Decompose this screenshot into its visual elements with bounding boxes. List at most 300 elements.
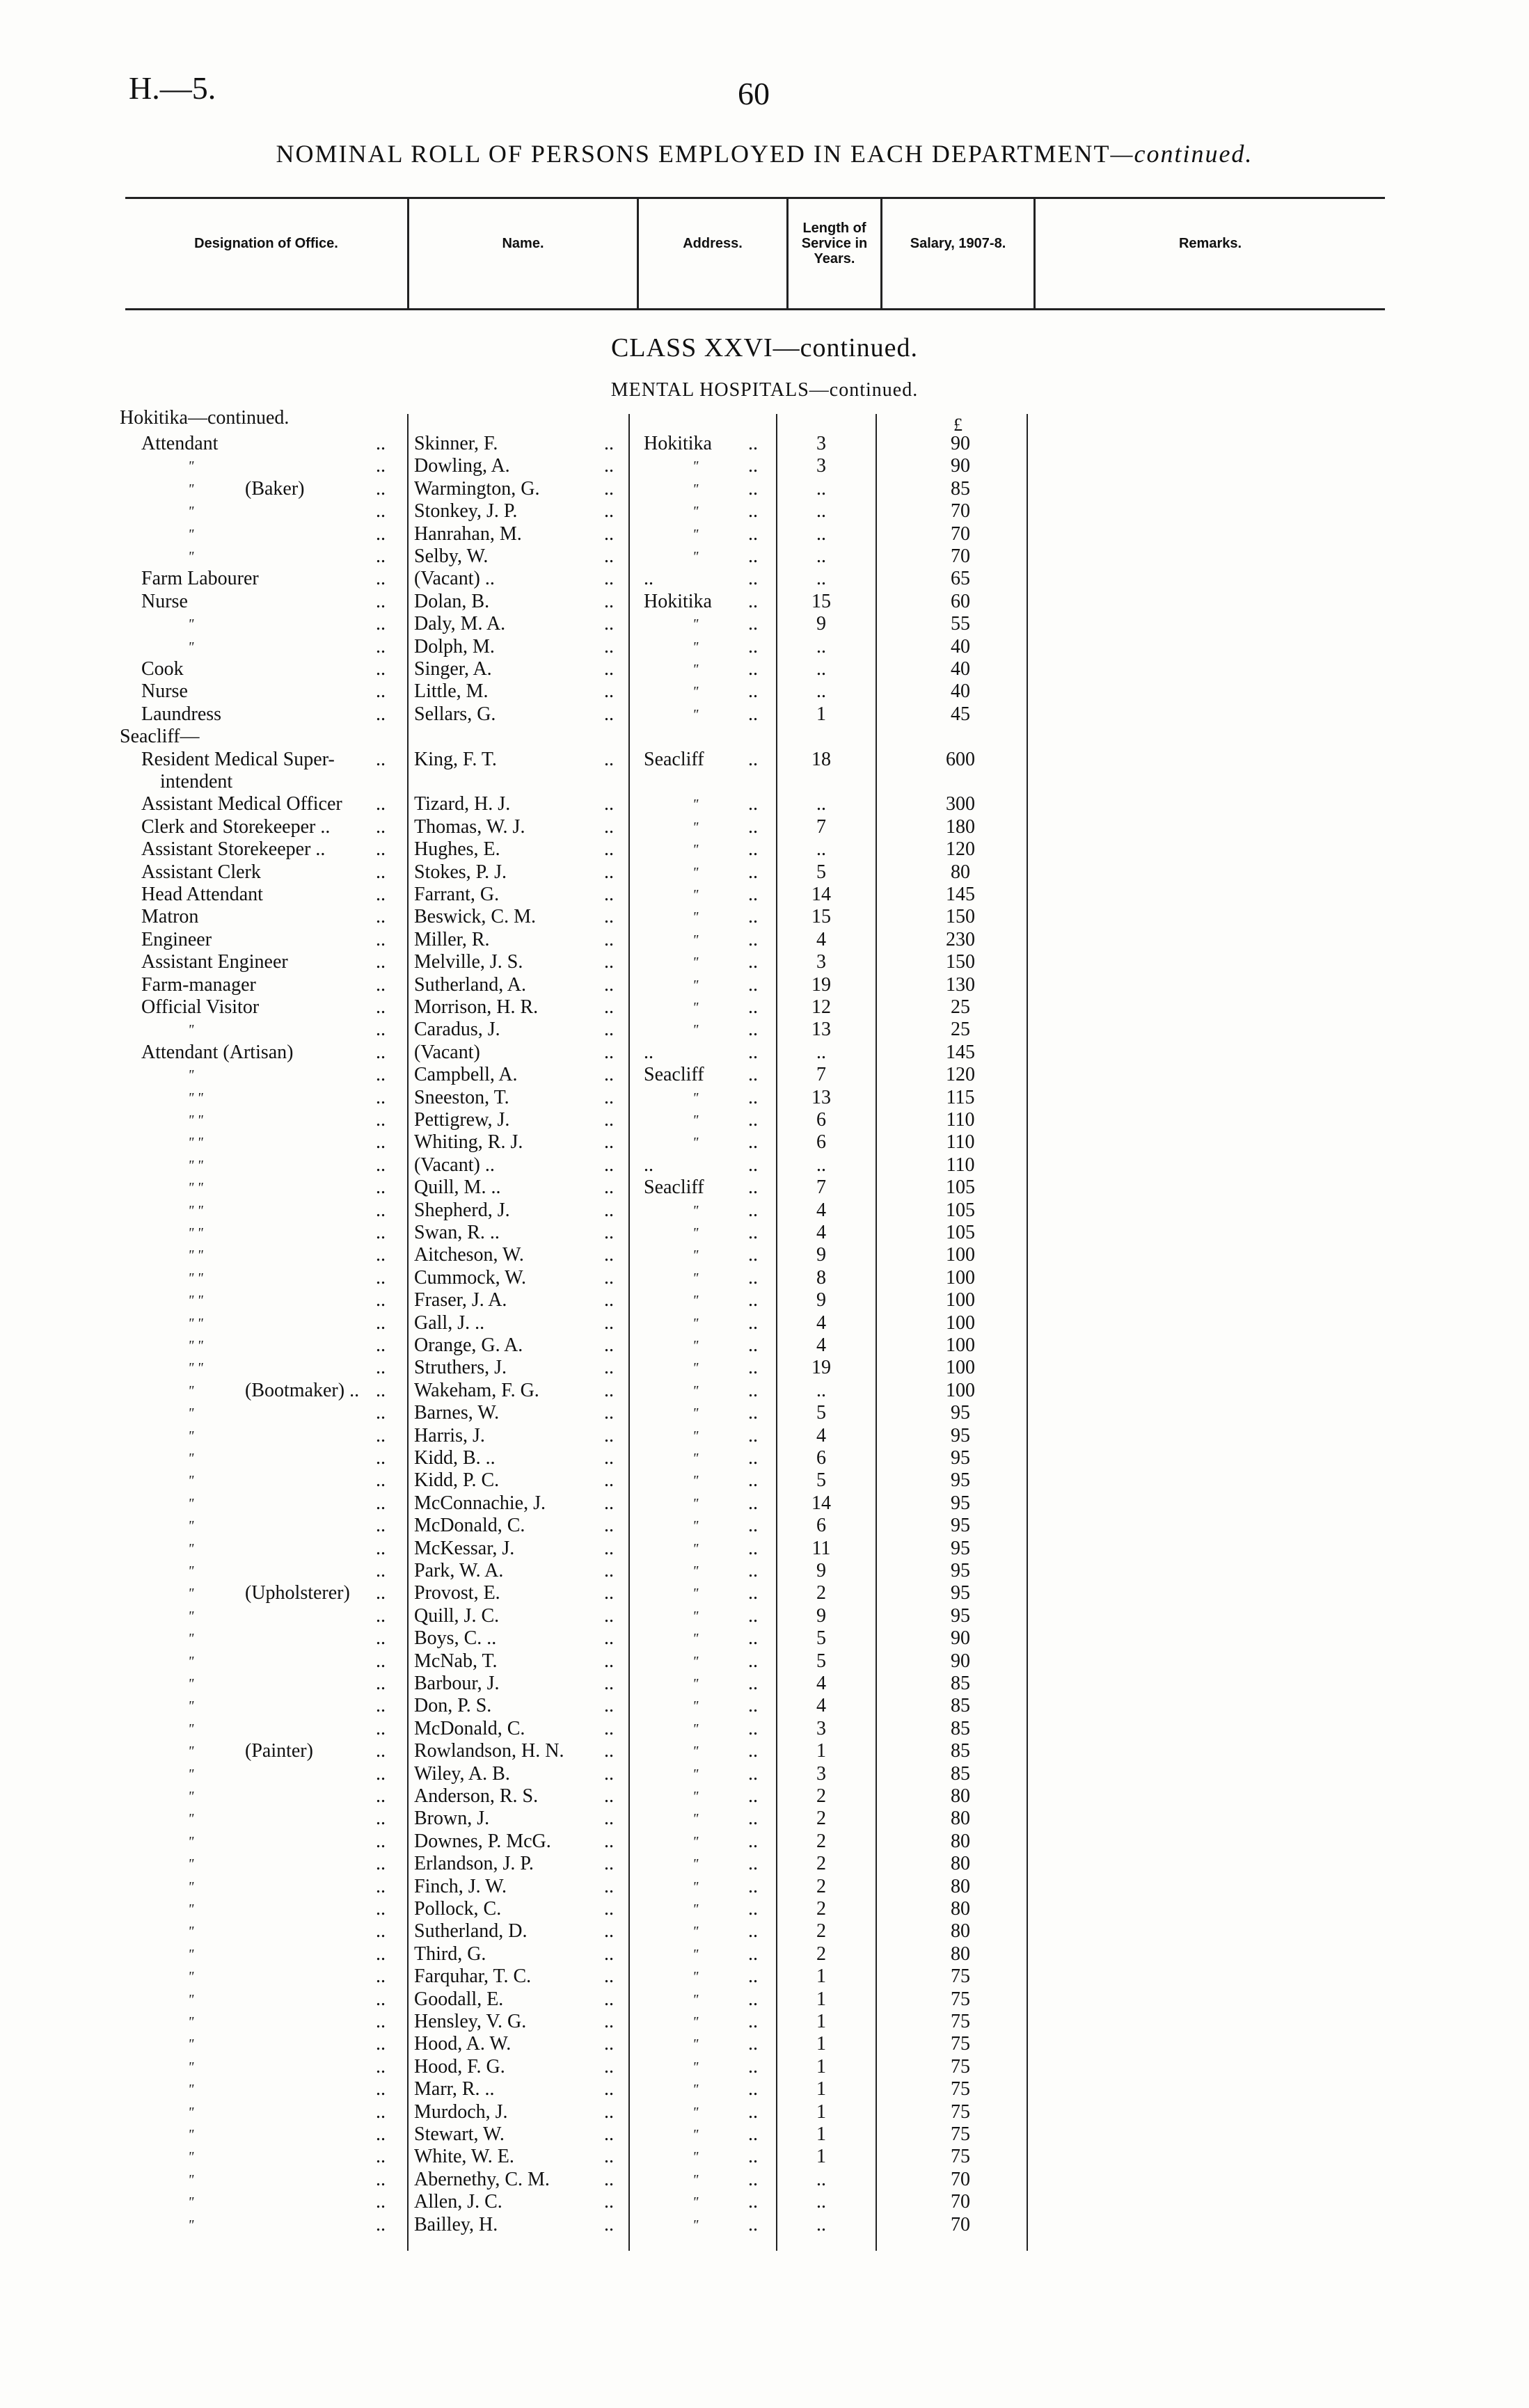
leader-dots: .. — [748, 2213, 758, 2235]
ditto-mark: " — [188, 1946, 194, 1962]
service-cell: 1 — [816, 2146, 826, 2168]
designation-cell: Assistant Medical Officer — [141, 793, 342, 815]
service-cell: 1 — [816, 1966, 826, 1988]
ditto-mark: " — [188, 1608, 194, 1624]
salary-cell: 120 — [946, 1064, 975, 1086]
leader-dots: .. — [604, 1673, 614, 1694]
leader-dots: .. — [376, 748, 386, 770]
name-cell: Brown, J. — [414, 1808, 490, 1830]
address-cell: " — [692, 1586, 699, 1602]
name-cell: Farrant, G. — [414, 884, 500, 905]
ditto-mark: " — [188, 2194, 194, 2210]
name-cell: Wakeham, F. G. — [414, 1379, 539, 1401]
leader-dots: .. — [376, 1695, 386, 1717]
leader-dots: .. — [748, 996, 758, 1018]
salary-cell: 110 — [946, 1109, 975, 1131]
leader-dots: .. — [604, 1199, 614, 1221]
ditto-mark: " " — [188, 1270, 203, 1286]
leader-dots: .. — [748, 613, 758, 635]
leader-dots: .. — [376, 2033, 386, 2055]
address-cell: " — [692, 2104, 699, 2120]
salary-cell: 100 — [946, 1266, 975, 1289]
salary-cell: 90 — [951, 455, 970, 477]
ditto-mark: " — [188, 1856, 194, 1872]
name-cell: Allen, J. C. — [414, 2191, 502, 2213]
salary-cell: 75 — [951, 2078, 970, 2100]
salary-cell: 75 — [951, 1988, 970, 2010]
table-row — [0, 545, 1529, 568]
table-row — [0, 2146, 1529, 2168]
leader-dots: .. — [604, 2191, 614, 2213]
leader-dots: .. — [748, 2011, 758, 2032]
salary-cell: 70 — [951, 2191, 970, 2213]
leader-dots: .. — [604, 1334, 614, 1356]
service-cell: 14 — [811, 1492, 831, 1514]
address-cell: " — [692, 1676, 699, 1691]
leader-dots: .. — [376, 793, 386, 815]
leader-dots: .. — [604, 500, 614, 523]
table-row — [0, 1357, 1529, 1379]
leader-dots: .. — [604, 1424, 614, 1446]
address-cell: " — [692, 864, 699, 880]
salary-cell: 105 — [946, 1177, 975, 1199]
leader-dots: .. — [748, 2146, 758, 2168]
name-cell: Quill, J. C. — [414, 1604, 500, 1627]
address-cell: " — [692, 887, 699, 902]
table-row — [0, 1222, 1529, 1244]
leader-dots: .. — [376, 1966, 386, 1988]
leader-dots: .. — [748, 1289, 758, 1311]
service-cell: 18 — [811, 748, 831, 770]
leader-dots: .. — [748, 861, 758, 883]
salary-cell: 80 — [951, 1920, 970, 1943]
service-cell: 4 — [816, 1222, 826, 1243]
address-cell: " — [692, 1135, 699, 1151]
ditto-mark: " — [188, 1540, 194, 1556]
name-cell: Orange, G. A. — [414, 1334, 523, 1356]
address-cell: " — [692, 1833, 699, 1849]
leader-dots: .. — [604, 1492, 614, 1514]
leader-dots: .. — [376, 1604, 386, 1627]
leader-dots: .. — [376, 973, 386, 996]
currency-symbol: £ — [953, 415, 962, 435]
name-cell: Caradus, J. — [414, 1019, 500, 1041]
table-row — [0, 1718, 1529, 1740]
name-cell: Don, P. S. — [414, 1695, 492, 1717]
leader-dots: .. — [376, 433, 386, 454]
table-row — [0, 568, 1529, 590]
service-cell: 15 — [811, 590, 831, 612]
leader-dots: .. — [604, 2168, 614, 2190]
leader-dots: .. — [748, 1920, 758, 1943]
ditto-mark: " — [188, 1405, 194, 1421]
leader-dots: .. — [748, 523, 758, 545]
designation-cell: Farm Labourer — [141, 568, 259, 590]
table-row — [0, 1492, 1529, 1515]
leader-dots: .. — [748, 748, 758, 770]
table-row — [0, 2191, 1529, 2213]
leader-dots: .. — [604, 1402, 614, 1424]
leader-dots: .. — [376, 1131, 386, 1154]
table-row — [0, 1087, 1529, 1109]
leader-dots: .. — [604, 1785, 614, 1807]
leader-dots: .. — [376, 1334, 386, 1356]
name-cell: Hanrahan, M. — [414, 523, 522, 545]
leader-dots: .. — [604, 1650, 614, 1672]
leader-dots: .. — [748, 1379, 758, 1401]
designation-cell: Farm-manager — [141, 973, 256, 996]
salary-cell: 100 — [946, 1244, 975, 1266]
service-cell: 1 — [816, 1740, 826, 1762]
service-cell: 1 — [816, 2100, 826, 2123]
leader-dots: .. — [604, 1943, 614, 1965]
ditto-mark: " — [188, 1495, 194, 1511]
address-cell: " — [692, 909, 699, 925]
leader-dots: .. — [604, 1447, 614, 1469]
leader-dots: .. — [604, 1920, 614, 1943]
page-number: 60 — [738, 76, 770, 111]
title-suffix: —continued. — [1110, 140, 1253, 168]
leader-dots: .. — [748, 545, 758, 567]
leader-dots: .. — [604, 703, 614, 725]
leader-dots: .. — [604, 1515, 614, 1537]
leader-dots: .. — [604, 590, 614, 612]
salary-cell: 70 — [951, 545, 970, 567]
salary-cell: 95 — [951, 1402, 970, 1424]
leader-dots: .. — [376, 2191, 386, 2213]
table-row — [0, 1244, 1529, 1266]
name-cell: Shepherd, J. — [414, 1199, 510, 1221]
salary-cell: 100 — [946, 1379, 975, 1401]
table-row — [0, 1831, 1529, 1853]
service-cell: 1 — [816, 2123, 826, 2145]
section-heading — [0, 726, 1529, 748]
table-row — [0, 1425, 1529, 1447]
salary-cell: 145 — [946, 1041, 975, 1063]
address-cell: " — [692, 932, 699, 948]
name-cell: Provost, E. — [414, 1582, 500, 1604]
name-cell: Little, M. — [414, 680, 489, 703]
service-cell: 5 — [816, 1650, 826, 1672]
leader-dots: .. — [376, 1853, 386, 1875]
name-cell: Goodall, E. — [414, 1988, 504, 2010]
leader-dots: .. — [376, 928, 386, 950]
service-cell: 4 — [816, 1311, 826, 1334]
ditto-mark: " " — [188, 1202, 203, 1218]
salary-cell: 60 — [951, 590, 970, 612]
leader-dots: .. — [748, 1131, 758, 1154]
leader-dots: .. — [748, 1086, 758, 1108]
address-cell: " — [692, 1000, 699, 1015]
leader-dots: .. — [376, 1199, 386, 1221]
leader-dots: .. — [376, 838, 386, 861]
address-cell: " — [692, 842, 699, 858]
service-cell: 5 — [816, 1627, 826, 1650]
leader-dots: .. — [376, 1064, 386, 1086]
leader-dots: .. — [376, 1898, 386, 1920]
table-row — [0, 433, 1529, 455]
service-cell: .. — [816, 545, 826, 567]
address-cell: " — [692, 504, 699, 520]
table-row — [0, 884, 1529, 906]
leader-dots: .. — [748, 1492, 758, 1514]
leader-dots: .. — [376, 2213, 386, 2235]
salary-cell: 85 — [951, 1673, 970, 1694]
column-header-service: Length of Service in Years. — [801, 221, 868, 266]
address-cell: " — [692, 1969, 699, 1985]
table-row — [0, 2011, 1529, 2033]
address-cell: " — [692, 1631, 699, 1647]
table-row — [0, 1966, 1529, 1988]
name-cell: (Vacant) — [414, 1041, 480, 1063]
document-reference: H.—5. — [129, 70, 216, 106]
service-cell: 4 — [816, 1334, 826, 1356]
table-row — [0, 929, 1529, 951]
leader-dots: .. — [748, 455, 758, 477]
leader-dots: .. — [748, 1627, 758, 1650]
table-row — [0, 2078, 1529, 2100]
salary-cell: 110 — [946, 1154, 975, 1176]
salary-cell: 90 — [951, 433, 970, 454]
leader-dots: .. — [376, 2078, 386, 2100]
ditto-mark: " — [188, 2149, 194, 2165]
table-row — [0, 500, 1529, 523]
column-header-salary: Salary, 1907-8. — [910, 236, 1006, 251]
service-cell: 1 — [816, 703, 826, 725]
address-cell: " — [692, 797, 699, 813]
table-row — [0, 906, 1529, 928]
name-cell: Bailley, H. — [414, 2213, 498, 2235]
service-cell: 4 — [816, 1199, 826, 1221]
ditto-mark: " — [188, 1833, 194, 1849]
leader-dots: .. — [376, 523, 386, 545]
leader-dots: .. — [376, 1086, 386, 1108]
leader-dots: .. — [376, 1627, 386, 1650]
ditto-mark: " — [188, 2082, 194, 2098]
leader-dots: .. — [748, 793, 758, 815]
table-row — [0, 1763, 1529, 1785]
leader-dots: .. — [748, 1402, 758, 1424]
salary-cell: 150 — [946, 906, 975, 928]
address-cell: " — [692, 684, 699, 700]
table-row — [0, 1019, 1529, 1041]
leader-dots: .. — [376, 1041, 386, 1063]
name-cell: Hughes, E. — [414, 838, 500, 861]
name-cell: Campbell, A. — [414, 1064, 518, 1086]
address-cell: " — [692, 1991, 699, 2007]
table-row — [0, 1650, 1529, 1673]
leader-dots: .. — [748, 703, 758, 725]
name-cell: Wiley, A. B. — [414, 1762, 510, 1785]
designation-detail: (Painter) — [245, 1740, 313, 1762]
salary-cell: 90 — [951, 1627, 970, 1650]
address-cell: " — [692, 481, 699, 497]
leader-dots: .. — [748, 433, 758, 454]
address-cell: " — [692, 1766, 699, 1782]
leader-dots: .. — [604, 1560, 614, 1581]
address-cell: " — [692, 2217, 699, 2233]
leader-dots: .. — [748, 1717, 758, 1739]
ditto-mark: " " — [188, 1225, 203, 1241]
name-cell: Hood, F. G. — [414, 2055, 505, 2078]
leader-dots: .. — [604, 1154, 614, 1176]
address-cell: Hokitika — [644, 433, 712, 454]
leader-dots: .. — [748, 590, 758, 612]
name-cell: Selby, W. — [414, 545, 489, 567]
ditto-mark: " — [188, 1698, 194, 1714]
leader-dots: .. — [748, 1808, 758, 1830]
table-row — [0, 1538, 1529, 1560]
salary-cell: 80 — [951, 1898, 970, 1920]
address-cell: " — [692, 1698, 699, 1714]
table-row — [0, 1627, 1529, 1650]
designation-cell: Assistant Engineer — [141, 951, 288, 973]
column-header-designation: Designation of Office. — [194, 236, 338, 251]
name-cell: Kidd, B. .. — [414, 1447, 496, 1469]
salary-cell: 115 — [946, 1086, 975, 1108]
leader-dots: .. — [748, 973, 758, 996]
service-cell: 2 — [816, 1853, 826, 1875]
service-cell: 3 — [816, 951, 826, 973]
service-cell: 2 — [816, 1830, 826, 1852]
ditto-mark: " " — [188, 1247, 203, 1263]
salary-cell: 145 — [946, 884, 975, 905]
salary-cell: 70 — [951, 523, 970, 545]
section-title: Seacliff— — [120, 726, 200, 748]
salary-cell: 85 — [951, 1695, 970, 1717]
address-cell: " — [692, 1744, 699, 1760]
name-cell: Quill, M. .. — [414, 1177, 501, 1199]
salary-cell: 55 — [951, 613, 970, 635]
name-cell: Sellars, G. — [414, 703, 496, 725]
name-cell: Cummock, W. — [414, 1266, 527, 1289]
leader-dots: .. — [604, 477, 614, 500]
service-cell: 4 — [816, 928, 826, 950]
leader-dots: .. — [748, 1898, 758, 1920]
ditto-mark: " " — [188, 1135, 203, 1151]
leader-dots: .. — [376, 906, 386, 928]
ditto-mark: " — [188, 1789, 194, 1804]
service-cell: 14 — [811, 884, 831, 905]
table-row — [0, 1785, 1529, 1808]
name-cell: Singer, A. — [414, 658, 492, 680]
salary-cell: 95 — [951, 1447, 970, 1469]
leader-dots: .. — [748, 1244, 758, 1266]
service-cell: 3 — [816, 433, 826, 454]
leader-dots: .. — [604, 1582, 614, 1604]
leader-dots: .. — [748, 1695, 758, 1717]
service-cell: 6 — [816, 1515, 826, 1537]
address-cell: .. — [644, 1041, 653, 1063]
table-row — [0, 658, 1529, 680]
designation-cell: Official Visitor — [141, 996, 260, 1018]
table-row-continuation — [0, 771, 1529, 793]
designation-cell: Head Attendant — [141, 884, 263, 905]
name-cell: Erlandson, J. P. — [414, 1853, 534, 1875]
service-cell: .. — [816, 793, 826, 815]
salary-cell: 80 — [951, 1943, 970, 1965]
name-cell: Hensley, V. G. — [414, 2011, 527, 2032]
leader-dots: .. — [604, 906, 614, 928]
service-cell: .. — [816, 1154, 826, 1176]
table-row — [0, 1876, 1529, 1898]
name-cell: White, W. E. — [414, 2146, 514, 2168]
leader-dots: .. — [604, 455, 614, 477]
address-cell: " — [692, 1338, 699, 1353]
table-row — [0, 1042, 1529, 1064]
service-cell: .. — [816, 635, 826, 657]
leader-dots: .. — [604, 815, 614, 838]
leader-dots: .. — [604, 680, 614, 703]
leader-dots: .. — [376, 1222, 386, 1243]
salary-cell: 80 — [951, 1785, 970, 1807]
leader-dots: .. — [604, 2055, 614, 2078]
leader-dots: .. — [376, 1943, 386, 1965]
name-cell: Pettigrew, J. — [414, 1109, 510, 1131]
leader-dots: .. — [376, 568, 386, 590]
salary-cell: 40 — [951, 635, 970, 657]
leader-dots: .. — [748, 1604, 758, 1627]
designation-detail: (Baker) — [245, 477, 305, 500]
service-cell: .. — [816, 680, 826, 703]
salary-cell: 65 — [951, 568, 970, 590]
name-cell: Anderson, R. S. — [414, 1785, 539, 1807]
ditto-mark: " — [188, 1744, 194, 1760]
leader-dots: .. — [376, 1379, 386, 1401]
name-cell: Warmington, G. — [414, 477, 540, 500]
designation-cell: Nurse — [141, 590, 188, 612]
name-cell: Stewart, W. — [414, 2123, 505, 2145]
address-cell: " — [692, 639, 699, 655]
salary-cell: 75 — [951, 1966, 970, 1988]
leader-dots: .. — [376, 1424, 386, 1446]
salary-cell: 75 — [951, 2100, 970, 2123]
name-cell: Beswick, C. M. — [414, 906, 536, 928]
table-row — [0, 1582, 1529, 1604]
ditto-mark: " — [188, 639, 194, 655]
leader-dots: .. — [748, 1650, 758, 1672]
leader-dots: .. — [376, 1469, 386, 1492]
leader-dots: .. — [748, 1222, 758, 1243]
salary-cell: 230 — [946, 928, 975, 950]
leader-dots: .. — [604, 433, 614, 454]
address-cell: " — [692, 1540, 699, 1556]
leader-dots: .. — [748, 1673, 758, 1694]
address-cell: " — [692, 1608, 699, 1624]
leader-dots: .. — [748, 884, 758, 905]
table-row — [0, 974, 1529, 996]
leader-dots: .. — [376, 658, 386, 680]
page-title — [0, 139, 1529, 168]
salary-cell: 105 — [946, 1222, 975, 1243]
leader-dots: .. — [748, 2033, 758, 2055]
address-cell: " — [692, 2149, 699, 2165]
name-cell: Barnes, W. — [414, 1402, 500, 1424]
leader-dots: .. — [376, 1875, 386, 1897]
designation-cell: Attendant (Artisan) — [141, 1041, 294, 1063]
salary-cell: 80 — [951, 1830, 970, 1852]
leader-dots: .. — [376, 703, 386, 725]
address-cell: " — [692, 955, 699, 971]
salary-cell: 80 — [951, 1853, 970, 1875]
ditto-mark: " — [188, 1676, 194, 1691]
leader-dots: .. — [376, 1717, 386, 1739]
service-cell: 4 — [816, 1424, 826, 1446]
service-cell: 1 — [816, 2078, 826, 2100]
name-cell: (Vacant) .. — [414, 568, 495, 590]
header-bottom-rule — [125, 308, 1385, 310]
salary-cell: 40 — [951, 680, 970, 703]
